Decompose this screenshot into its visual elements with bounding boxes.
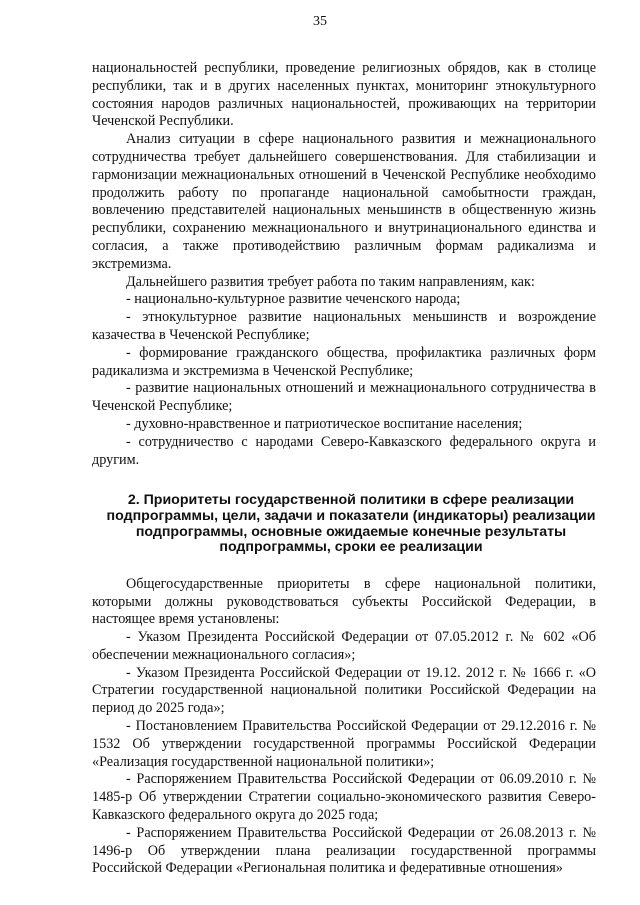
list-item: - Указом Президента Российской Федерации от 19.12. 2012 г. № 1666 г. «О Стратегии государственной национальной политики Российской Федерации на период до 2025 года»; [92, 664, 596, 717]
paragraph-priorities-intro: Общегосударственные приоритеты в сфере национальной политики, которыми должны руководствоваться субъекты Российской Федерации, в настоящее время установлены: [92, 575, 596, 628]
list-item: - национально-культурное развитие чеченского народа; [126, 291, 461, 308]
document-body [92, 60, 596, 878]
section-heading: 2. Приоритеты государственной политики в сфере реализации подпрограммы, цели, задачи и показатели (индикаторы) реализации подпрограммы, основные ожидаемые конечные результаты подпрограммы, сроки ее реализации [106, 492, 596, 556]
paragraph-continuation: национальностей республики, проведение религиозных обрядов, как в столице республики, так и в других населенных пунктах, мониторинг этнокультурного состояния народов различных национальностей, проживающих на территории Чеченской Республики. [92, 60, 596, 130]
list-item: - сотрудничество с народами Северо-Кавказского федерального округа и другим. [92, 433, 596, 468]
list-item: - развитие национальных отношений и межнационального сотрудничества в Чеченской Республике; [92, 380, 596, 415]
page-number: 35 [313, 14, 327, 29]
list-item: - Распоряжением Правительства Российской Федерации от 06.09.2010 г. № 1485-р Об утверждении Стратегии социально-экономического развития Северо-Кавказского федерального округа до 2025 года; [92, 771, 596, 824]
list-item: - этнокультурное развитие национальных меньшинств и возрождение казачества в Чеченской Республике; [92, 309, 596, 343]
list-item: - Распоряжением Правительства Российской Федерации от 26.08.2013 г. № 1496-р Об утверждении плана реализации государственной программы Российской Федерации «Региональная политика и федеративные отношения» [92, 824, 596, 877]
list-item: - формирование гражданского общества, профилактика различных форм радикализма и экстремизма в Чеченской Республике; [92, 344, 596, 379]
list-item: - духовно-нравственное и патриотическое воспитание населения; [126, 415, 523, 432]
paragraph-analysis: Анализ ситуации в сфере национального развития и межнационального сотрудничества требует дальнейшего совершенствования. Для стабилизации и гармонизации межнациональных отношений в Чеченской Республике необходимо продолжить работу по пропаганде национальной самобытности граждан, вовлечению представителей национальных меньшинств в общественную жизнь республики, сохранению межнационального и внутринационального единства и согласия, а также противодействию различным формам радикализма и экстремизма. [92, 131, 596, 272]
list-item: - Постановлением Правительства Российской Федерации от 29.12.2016 г. № 1532 Об утверждении государственной программы Российской Федерации «Реализация государственной национальной политики»; [92, 718, 596, 770]
list-item: - Указом Президента Российской Федерации от 07.05.2012 г. № 602 «Об обеспечении межнационального согласия»; [92, 629, 596, 663]
paragraph-directions-intro: Дальнейшего развития требует работа по таким направлениям, как: [126, 273, 535, 290]
